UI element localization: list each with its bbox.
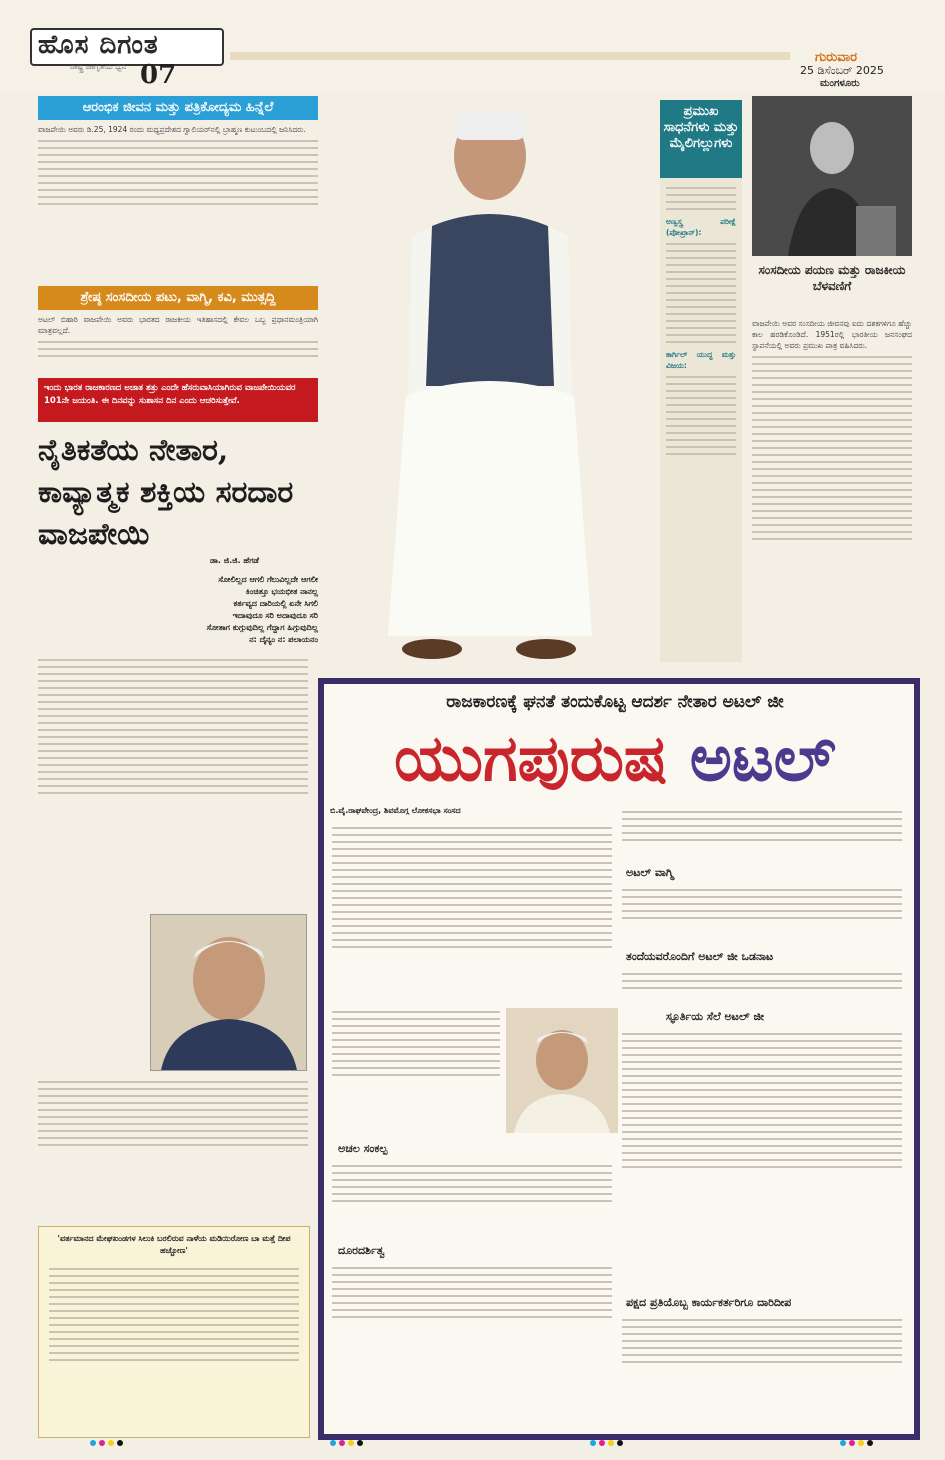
text-line [332, 925, 612, 927]
text-line [666, 278, 736, 280]
text-line [332, 939, 612, 941]
section-text-parliamentarian [38, 314, 318, 362]
text-line [622, 896, 902, 898]
poem-block [118, 574, 318, 646]
text-lead: ವಾಜಪೇಯಿ ಅವರು ಡಿ.25, 1924 ರಂದು ಮಧ್ಯಪ್ರದೇಶದ ಗ್ವಾಲಿಯರ್‌ನಲ್ಲಿ ಬ್ರಾಹ್ಮಣ ಕುಟುಂಬದಲ್ಲಿ ಜನಿಸಿದರು. [38, 125, 306, 134]
text-line [38, 154, 318, 156]
text-line [622, 1061, 902, 1063]
article-headline: ನೈತಿಕತೆಯ ನೇತಾರ, ಕಾವ್ಯಾತ್ಮಕ ಶಕ್ತಿಯ ಸರದಾರ ವಾಜಪೇಯಿ [38, 433, 294, 552]
text-line [49, 1268, 299, 1270]
text-line [332, 1316, 612, 1318]
text-line [622, 1033, 902, 1035]
text-line [752, 363, 912, 365]
text-line [622, 1110, 902, 1112]
text-line [752, 370, 912, 372]
text-line [752, 384, 912, 386]
portrait-photo-small [150, 914, 307, 1071]
text-line [332, 1165, 612, 1167]
text-line [752, 412, 912, 414]
text-line [38, 140, 318, 142]
text-line [332, 834, 612, 836]
feature-col1-c [332, 1160, 612, 1207]
article-body-left [38, 654, 308, 799]
text-line [752, 433, 912, 435]
text-line [666, 208, 736, 210]
quote-body [39, 1268, 309, 1361]
text-line [49, 1359, 299, 1361]
text-line [622, 1326, 902, 1328]
reg-dot [840, 1440, 846, 1446]
text-line [666, 306, 736, 308]
text-line [622, 973, 902, 975]
text-line [38, 673, 308, 675]
text-line [332, 1193, 612, 1195]
article-author: ಡಾ. ಜಿ.ಜಿ. ಹೆಗಡೆ [210, 556, 259, 565]
text-line [332, 1018, 500, 1020]
text-line [332, 918, 612, 920]
text-line [622, 1103, 902, 1105]
text-line [38, 778, 308, 780]
quote-title: 'ವರ್ತಮಾನದ ಮೇಘಖಂಡಗಳ ಸಿಲುಕಿ ಬರಲಿರುವ ನಾಳೆಯ ಮಡಿಯಿರೋಣ ಬಾ ಮತ್ತೆ ದೀಪ ಹಚ್ಚೋಣ' [57, 1234, 291, 1255]
text-line [622, 1089, 902, 1091]
reg-dot [617, 1440, 623, 1446]
text-line [38, 729, 308, 731]
text-line [622, 1096, 902, 1098]
text-line [332, 883, 612, 885]
text-line [752, 475, 912, 477]
feature-col1 [332, 822, 612, 953]
text-line [38, 348, 318, 350]
text-line [622, 1361, 902, 1363]
text-line [38, 736, 308, 738]
text-line [38, 203, 318, 205]
text-line [49, 1331, 299, 1333]
text-line [38, 355, 318, 357]
text-line [666, 439, 736, 441]
quote-box [38, 1226, 310, 1438]
masthead-logo: ಹೊಸ ದಿಗಂತ [38, 30, 159, 60]
text-line [622, 903, 902, 905]
text-line [666, 250, 736, 252]
text-lead: ವಾಜಪೇಯಿ ಅವರ ಸಂಸದೀಯ ಜೀವನವು ಐದು ದಶಕಗಳಿಗೂ ಹೆಚ್ಚು ಕಾಲ ಹರಡಿಕೊಂಡಿದೆ. 1951ರಲ್ಲಿ ಭಾರತೀಯ ಜನಸಂಘದ ಸ್ಥಾಪನೆಯಲ್ಲಿ ಅವರು ಪ್ರಮುಖ ಪಾತ್ರ ವಹಿಸಿದರು. [752, 319, 912, 350]
text-line [666, 327, 736, 329]
text-line [38, 687, 308, 689]
text-line [752, 461, 912, 463]
reg-dot [590, 1440, 596, 1446]
text-line [666, 397, 736, 399]
text-line [38, 175, 318, 177]
section-title-early-life: ಆರಂಭಿಕ ಜೀವನ ಮತ್ತು ಪತ್ರಿಕೋದ್ಯಮ ಹಿನ್ನೆಲೆ [38, 96, 318, 120]
text-line [622, 1124, 902, 1126]
text-line [752, 440, 912, 442]
text-line [622, 987, 902, 989]
speech-figure [752, 96, 912, 256]
text-line [332, 911, 612, 913]
text-line [38, 196, 318, 198]
text-line [332, 1309, 612, 1311]
text-line [752, 517, 912, 519]
feature-col2-b [622, 884, 902, 924]
feature-title-part1: ಯುಗಪುರುಷ [394, 722, 668, 796]
text-line [666, 383, 736, 385]
text-line [622, 1347, 902, 1349]
reg-dot [117, 1440, 123, 1446]
feature-title [330, 722, 900, 796]
feature-col2 [622, 806, 902, 846]
text-line [622, 811, 902, 813]
text-line [622, 1145, 902, 1147]
text-line [666, 243, 736, 245]
feature-subhead-inspiration: ಸ್ಫೂರ್ತಿಯ ಸೆಲೆ ಅಟಲ್ ಜೀ [666, 1010, 765, 1023]
feature-photo [506, 1008, 618, 1133]
header-rule [230, 52, 790, 60]
text-line [752, 419, 912, 421]
section-title-parliamentarian: ಶ್ರೇಷ್ಠ ಸಂಸದೀಯ ಪಟು, ವಾಗ್ಮಿ, ಕವಿ, ಮುತ್ಸದ್ದಿ [38, 286, 318, 310]
text-line [666, 390, 736, 392]
text-line [332, 1053, 500, 1055]
feature-subhead-father: ತಂದೆಯವರೊಂದಿಗೆ ಅಟಲ್ ಜೀ ಒಡನಾಟ [626, 950, 774, 963]
text-line [622, 917, 902, 919]
achievement-subtitle-kargil: ಕಾರ್ಗಿಲ್ ಯುದ್ಧ ಮತ್ತು ವಿಜಯ: [666, 350, 736, 370]
text-line [332, 1067, 500, 1069]
text-line [332, 1295, 612, 1297]
text-line [38, 785, 308, 787]
text-line [332, 855, 612, 857]
text-line [622, 1166, 902, 1168]
text-line [666, 334, 736, 336]
poem-line: ಸೋಲಿಲ್ಲದ ಆಗಲಿ ಗೆಲುವಿಲ್ಲದೇ ಆಗಲೀ [218, 575, 318, 584]
text-line [49, 1352, 299, 1354]
parliamentary-body [752, 318, 912, 545]
text-line [622, 825, 902, 827]
text-line [666, 264, 736, 266]
feature-portrait-figure [506, 1008, 618, 1133]
seated-figure [322, 96, 657, 666]
text-line [49, 1303, 299, 1305]
poem-line: ಕರ್ತವ್ಯದ ದಾರಿಯಲ್ಲಿ ಏನೇ ಸಿಗಲಿ [233, 599, 318, 608]
text-line [49, 1282, 299, 1284]
text-line [38, 1102, 308, 1104]
text-line [38, 147, 318, 149]
text-line [752, 531, 912, 533]
issue-date: 25 ಡಿಸೆಂಬರ್ 2025 [800, 64, 884, 77]
text-line [666, 201, 736, 203]
text-line [38, 1116, 308, 1118]
text-line [332, 862, 612, 864]
text-line [332, 1032, 500, 1034]
feature-byline: ಬಿ.ವೈ.ರಾಘವೇಂದ್ರ, ಶಿವಮೊಗ್ಗ ಲೋಕಸಭಾ ಸಂಸದ [330, 806, 461, 815]
text-line [622, 1152, 902, 1154]
reg-dot [330, 1440, 336, 1446]
text-line [332, 1039, 500, 1041]
achievements-column [660, 178, 742, 662]
text-line [49, 1275, 299, 1277]
text-line [49, 1324, 299, 1326]
text-line [38, 701, 308, 703]
text-line [622, 1159, 902, 1161]
text-line [622, 1131, 902, 1133]
reg-dot [99, 1440, 105, 1446]
feature-subhead: ರಾಜಕಾರಣಕ್ಕೆ ಘನತೆ ತಂದುಕೊಟ್ಟ ಆದರ್ಶ ನೇತಾರ ಅಟಲ್ ಜೀ [446, 692, 784, 712]
text-line [666, 376, 736, 378]
achievement-subtitle-pokhran: ಅಣ್ವಸ್ತ್ರ ಪರೀಕ್ಷೆ (ಪೋಖ್ರಾನ್‌): [666, 217, 736, 237]
registration-marks [330, 1440, 363, 1446]
text-line [666, 292, 736, 294]
text-line [666, 187, 736, 189]
text-line [38, 722, 308, 724]
text-line [752, 356, 912, 358]
reg-dot [339, 1440, 345, 1446]
text-line [332, 1074, 500, 1076]
text-line [38, 708, 308, 710]
text-line [752, 468, 912, 470]
text-line [622, 889, 902, 891]
text-line [666, 446, 736, 448]
reg-dot [90, 1440, 96, 1446]
text-line [38, 1123, 308, 1125]
parliamentary-title: ಸಂಸದೀಯ ಪಯಣ ಮತ್ತು ರಾಜಕೀಯ ಬೆಳವಣಿಗೆ [758, 263, 906, 293]
text-line [752, 489, 912, 491]
feature-title-part2: ಅಟಲ್ [689, 722, 836, 796]
text-line [332, 869, 612, 871]
feature-subhead-guiding-light: ಪಕ್ಷದ ಪ್ರತಿಯೊಬ್ಬ ಕಾರ್ಯಕರ್ತರಿಗೂ ದಾರಿದೀಪ [626, 1296, 792, 1309]
text-line [622, 1333, 902, 1335]
text-line [332, 1179, 612, 1181]
text-line [332, 890, 612, 892]
text-line [38, 743, 308, 745]
text-line [752, 482, 912, 484]
text-line [622, 1082, 902, 1084]
text-line [666, 418, 736, 420]
text-line [332, 1200, 612, 1202]
text-line [752, 398, 912, 400]
text-line [622, 818, 902, 820]
text-line [49, 1310, 299, 1312]
text-line [38, 1095, 308, 1097]
text-line [332, 827, 612, 829]
text-line [38, 771, 308, 773]
text-line [332, 946, 612, 948]
text-line [622, 980, 902, 982]
issue-day: ಗುರುವಾರ [815, 50, 857, 65]
text-line [38, 341, 318, 343]
text-line [622, 1040, 902, 1042]
masthead-tagline: ರಾಷ್ಟ್ರ ಜಾಗೃತಿಯ ಧ್ವನಿ [70, 62, 127, 71]
text-line [622, 1319, 902, 1321]
text-line [666, 285, 736, 287]
text-line [332, 897, 612, 899]
text-line [38, 764, 308, 766]
text-line [622, 832, 902, 834]
text-line [38, 715, 308, 717]
text-line [752, 510, 912, 512]
text-line [38, 680, 308, 682]
edition-city: ಮಂಗಳೂರು [820, 78, 860, 89]
text-line [666, 453, 736, 455]
text-line [666, 271, 736, 273]
text-line [752, 454, 912, 456]
text-line [38, 659, 308, 661]
text-line [752, 426, 912, 428]
text-line [332, 1281, 612, 1283]
registration-marks [90, 1440, 123, 1446]
text-line [622, 1068, 902, 1070]
text-line [38, 1137, 308, 1139]
registration-marks [590, 1440, 623, 1446]
poem-line: ಸೋತಾಗ ಕುಗ್ಗುವುದಿಲ್ಲ ಗೆದ್ದಾಗ ಹಿಗ್ಗುವುದಿಲ್ಲ [206, 623, 318, 632]
feature-col2-d [622, 1028, 902, 1173]
text-line [332, 1025, 500, 1027]
text-line [49, 1317, 299, 1319]
text-line [666, 341, 736, 343]
text-line [332, 1288, 612, 1290]
feature-subhead-vision: ದೂರದರ್ಶಿತ್ವ [338, 1244, 385, 1257]
text-line [332, 876, 612, 878]
text-line [752, 503, 912, 505]
text-line [38, 1130, 308, 1132]
text-line [622, 839, 902, 841]
reg-dot [599, 1440, 605, 1446]
text-line [332, 1267, 612, 1269]
text-line [752, 447, 912, 449]
text-line [38, 1144, 308, 1146]
text-line [752, 524, 912, 526]
feature-col2-e [622, 1314, 902, 1368]
text-line [752, 538, 912, 540]
text-line [49, 1345, 299, 1347]
text-line [332, 1302, 612, 1304]
text-line [622, 1047, 902, 1049]
text-line [622, 1117, 902, 1119]
reg-dot [357, 1440, 363, 1446]
reg-dot [348, 1440, 354, 1446]
text-line [332, 932, 612, 934]
text-line [666, 432, 736, 434]
achievements-body [660, 178, 742, 464]
text-line [622, 910, 902, 912]
text-line [666, 257, 736, 259]
portrait-figure [151, 915, 306, 1070]
text-line [38, 666, 308, 668]
text-line [666, 411, 736, 413]
text-line [622, 1075, 902, 1077]
text-line [38, 182, 318, 184]
text-line [752, 405, 912, 407]
text-line [49, 1289, 299, 1291]
feature-col2-c [622, 968, 902, 994]
text-line [38, 792, 308, 794]
text-line [332, 1186, 612, 1188]
text-line [38, 1088, 308, 1090]
section-text-early-life [38, 124, 318, 210]
feature-subhead-resolve: ಅಚಲ ಸಂಕಲ್ಪ [338, 1142, 388, 1155]
reg-dot [608, 1440, 614, 1446]
text-line [49, 1296, 299, 1298]
text-lead: ಅಟಲ್ ಬಿಹಾರಿ ವಾಜಪೇಯಿ ಅವರು ಭಾರತದ ರಾಜಕೀಯ ಇತಿಹಾಸದಲ್ಲಿ ಕೇವಲ ಒಬ್ಬ ಪ್ರಧಾನಮಂತ್ರಿಯಾಗಿ ಮಾತ್ರವಲ್ಲದೆ. [38, 315, 318, 335]
text-line [666, 313, 736, 315]
achievements-title: ಪ್ರಮುಖ ಸಾಧನೆಗಳು ಮತ್ತು ಮೈಲಿಗಲ್ಲುಗಳು [660, 100, 742, 182]
text-line [622, 1054, 902, 1056]
article-body-left-2 [38, 1076, 308, 1151]
registration-marks [840, 1440, 873, 1446]
text-line [666, 320, 736, 322]
reg-dot [849, 1440, 855, 1446]
feature-col1-d [332, 1262, 612, 1323]
page-number: 07 [140, 60, 177, 90]
text-line [332, 1172, 612, 1174]
text-line [332, 1011, 500, 1013]
feature-col1-b [332, 1006, 500, 1081]
text-line [38, 757, 308, 759]
text-line [666, 425, 736, 427]
poem-line: ಕಿಂಚಿತ್ತೂ ಭಯಭೀತ ನಾನಲ್ಲ [245, 587, 318, 596]
anniversary-banner: ಇಂದು ಭಾರತ ರಾಜಕಾರಣದ ಅಜಾತ ಶತ್ರು ಎಂದೇ ಹೆಸರುವಾಸಿಯಾಗಿರುವ ವಾಜಪೇಯಿಯವರ 101ನೇ ಜಯಂತಿ. ಈ ದಿನವನ್ನು ಸುಶಾಸನ ದಿನ ಎಂದು ಆಚರಿಸುತ್ತೇವೆ. [38, 378, 318, 422]
poem-line: ನ: ದೈನ್ಯಂ ನ: ಪಲಾಯನಂ [249, 635, 318, 644]
reg-dot [867, 1440, 873, 1446]
text-line [38, 1081, 308, 1083]
text-line [38, 189, 318, 191]
text-line [752, 496, 912, 498]
speech-photo [752, 96, 912, 256]
text-line [332, 1274, 612, 1276]
text-line [622, 1138, 902, 1140]
text-line [666, 194, 736, 196]
text-line [38, 750, 308, 752]
text-line [752, 391, 912, 393]
text-line [622, 1340, 902, 1342]
main-photo [322, 96, 657, 666]
text-line [752, 377, 912, 379]
text-line [622, 1354, 902, 1356]
text-line [332, 1060, 500, 1062]
text-line [666, 299, 736, 301]
reg-dot [108, 1440, 114, 1446]
text-line [332, 848, 612, 850]
text-line [332, 1046, 500, 1048]
poem-line: ಇದಾವುದೂ ಸರಿ ಅದಾವುದೂ ಸರಿ [232, 611, 318, 620]
text-line [38, 1109, 308, 1111]
text-line [666, 404, 736, 406]
text-line [332, 904, 612, 906]
text-line [332, 841, 612, 843]
text-line [38, 161, 318, 163]
reg-dot [858, 1440, 864, 1446]
text-line [38, 168, 318, 170]
feature-subhead-orator: ಅಟಲ್ ವಾಗ್ಮಿ [626, 866, 674, 879]
text-line [38, 694, 308, 696]
text-line [49, 1338, 299, 1340]
